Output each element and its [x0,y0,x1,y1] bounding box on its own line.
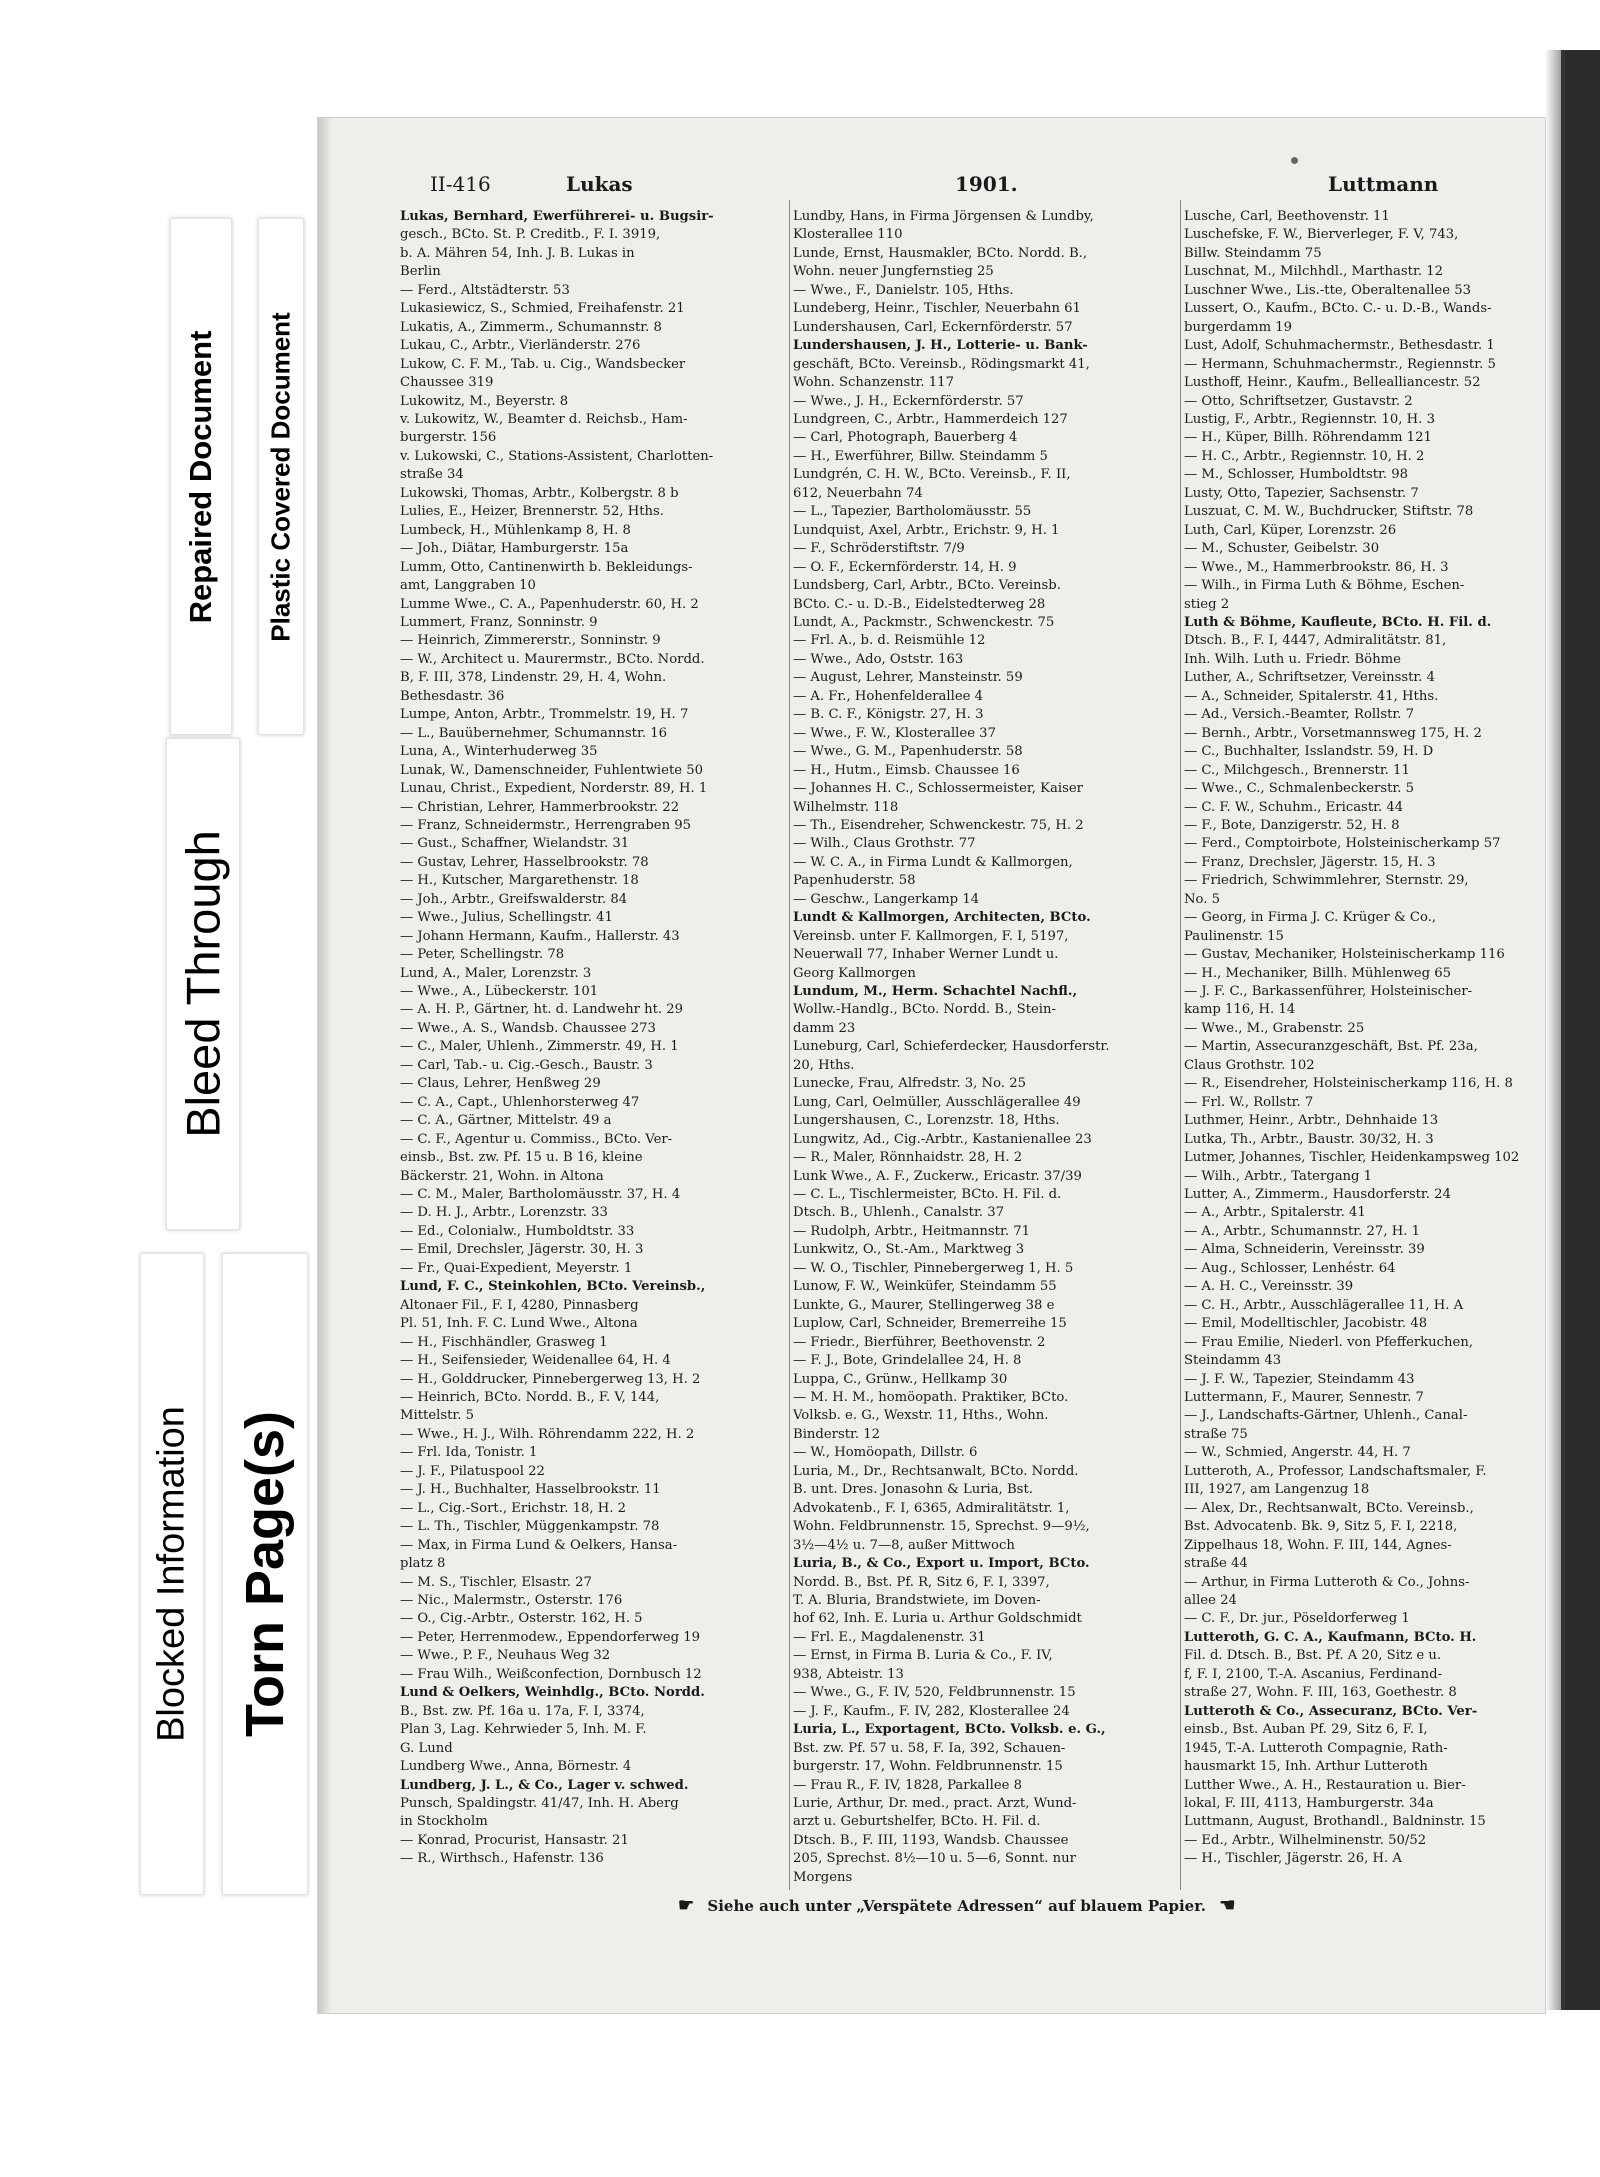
directory-entry: — Th., Eisendreher, Schwenckestr. 75, H. 2 [793,817,1084,833]
directory-entry: Lumm, Otto, Cantinenwirth b. Bekleidungs- [400,559,693,575]
directory-entry: — A., Schneider, Spitalerstr. 41, Hths. [1184,688,1439,704]
directory-entry: Altonaer Fil., F. I, 4280, Pinnasberg [400,1297,639,1313]
directory-entry: — F., Schröderstiftstr. 7/9 [793,541,965,557]
directory-entry: Chaussee 319 [400,375,494,391]
directory-entry: — Fr., Quai-Expedient, Meyerstr. 1 [400,1260,633,1276]
directory-entry: Pl. 51, Inh. F. C. Lund Wwe., Altona [400,1316,638,1332]
directory-entry: Wollw.-Handlg., BCto. Nordd. B., Stein- [793,1002,1056,1018]
directory-entry: — J. F., Kaufm., F. IV, 282, Klosterallee 24 [793,1703,1070,1719]
directory-entry: — H., Mechaniker, Billh. Mühlenweg 65 [1184,965,1451,981]
directory-entry: Luria, M., Dr., Rechtsanwalt, BCto. Nordd. [793,1463,1079,1479]
directory-entry: — Aug., Schlosser, Lenhéstr. 64 [1184,1260,1396,1276]
directory-entry: 20, Hths. [793,1057,855,1073]
directory-entry: straße 75 [1184,1426,1248,1442]
directory-entry: — J. H., Buchhalter, Hasselbrookstr. 11 [400,1482,661,1498]
directory-entry: Wohn. Feldbrunnenstr. 15, Sprechst. 9—9½, [793,1519,1090,1535]
directory-entry: — C. F., Dr. jur., Pöseldorferweg 1 [1184,1611,1410,1627]
directory-entry: — Joh., Diätar, Hamburgerstr. 15a [400,541,629,557]
directory-entry: 1945, T.-A. Lutteroth Compagnie, Rath- [1184,1740,1448,1756]
directory-entry: Luszuat, C. M. W., Buchdrucker, Stiftstr. 78 [1184,504,1474,520]
directory-entry: geschäft, BCto. Vereinsb., Rödingsmarkt 41, [793,356,1090,372]
directory-entry: — Claus, Lehrer, Henßweg 29 [400,1076,601,1092]
directory-entry: Lutteroth, G. C. A., Kaufmann, BCto. H. [1184,1629,1477,1645]
directory-entry: — C. H., Arbtr., Ausschlägerallee 11, H. A [1184,1297,1464,1313]
directory-entry: Zippelhaus 18, Wohn. F. III, 144, Agnes- [1184,1537,1452,1553]
directory-entry: — Franz, Drechsler, Jägerstr. 15, H. 3 [1184,854,1436,870]
directory-entry: Wohn. Schanzenstr. 117 [793,375,954,391]
directory-entry: damm 23 [793,1020,856,1036]
directory-entry: straße 44 [1184,1556,1248,1572]
directory-entry: Lund & Oelkers, Weinhdlg., BCto. Nordd. [400,1685,705,1701]
label-bleed-through [166,738,240,1230]
directory-entry: Dtsch. B., Uhlenh., Canalstr. 37 [793,1205,1004,1221]
directory-entry: Lunecke, Frau, Alfredstr. 3, No. 25 [793,1076,1026,1092]
directory-entry: Lukasiewicz, S., Schmied, Freihafenstr. 21 [400,301,685,317]
directory-entry: Bäckerstr. 21, Wohn. in Altona [400,1168,604,1184]
directory-entry: Lundt & Kallmorgen, Architecten, BCto. [793,910,1091,926]
directory-entry: Steindamm 43 [1184,1353,1282,1369]
directory-column-2 [793,208,1176,1887]
directory-entry: Lund, F. C., Steinkohlen, BCto. Vereinsb., [400,1279,706,1295]
directory-entry: burgerstr. 156 [400,430,497,446]
directory-entry: — Joh., Arbtr., Greifswalderstr. 84 [400,891,628,907]
directory-entry: — Frl. Ida, Tonistr. 1 [400,1445,538,1461]
directory-entry: Vereinsb. unter F. Kallmorgen, F. I, 5197, [793,928,1069,944]
directory-entry: Georg Kallmorgen [793,965,916,981]
directory-entry: — M., Schlosser, Humboldtstr. 98 [1184,467,1409,483]
directory-entry: — C., Milchgesch., Brennerstr. 11 [1184,762,1410,778]
directory-entry: in Stockholm [400,1814,488,1830]
directory-entry: — L., Bauübernehmer, Schumannstr. 16 [400,725,667,741]
directory-entry: — Wwe., J. H., Eckernförderstr. 57 [793,393,1024,409]
directory-entry: — W., Architect u. Maurermstr., BCto. Nordd. [400,651,705,667]
directory-entry: platz 8 [400,1556,446,1572]
directory-entry: Punsch, Spaldingstr. 41/47, Inh. H. Aberg [400,1795,679,1811]
directory-entry: B, F. III, 378, Lindenstr. 29, H. 4, Wohn. [400,670,667,686]
directory-entry: — C. M., Maler, Bartholomäusstr. 37, H. 4 [400,1187,681,1203]
directory-entry: Luschnat, M., Milchhdl., Marthastr. 12 [1184,264,1443,280]
directory-entry: B., Bst. zw. Pf. 16a u. 17a, F. I, 3374, [400,1703,645,1719]
directory-entry: — Heinrich, BCto. Nordd. B., F. V, 144, [400,1390,660,1405]
directory-column-1 [400,208,785,1869]
directory-entry: Lungwitz, Ad., Cig.-Arbtr., Kastanienallee 23 [793,1131,1092,1147]
directory-entry: — H., Tischler, Jägerstr. 26, H. A [1184,1851,1402,1867]
directory-entry: — Wwe., G. M., Papenhuderstr. 58 [793,744,1023,760]
directory-entry: Lunow, F. W., Weinküfer, Steindamm 55 [793,1279,1057,1295]
directory-entry: — L., Cig.-Sort., Erichstr. 18, H. 2 [400,1500,627,1516]
scan-edge-shadow [1561,50,1600,2010]
directory-entry: Lundeberg, Heinr., Tischler, Neuerbahn 61 [793,301,1081,317]
directory-entry: — August, Lehrer, Mansteinstr. 59 [793,670,1023,686]
directory-entry: Morgens [793,1869,853,1885]
directory-entry: — Max, in Firma Lund & Oelkers, Hansa- [400,1537,678,1553]
directory-entry: — Peter, Schellingstr. 78 [400,947,565,963]
directory-entry: — A. H. P., Gärtner, ht. d. Landwehr ht. 29 [400,1002,684,1018]
directory-entry: Lummert, Franz, Sonninstr. 9 [400,614,598,630]
directory-entry: hausmarkt 15, Inh. Arthur Lutteroth [1184,1759,1428,1775]
directory-entry: — Rudolph, Arbtr., Heitmannstr. 71 [793,1223,1030,1239]
directory-entry: Lussert, O., Kaufm., BCto. C.- u. D.-B., Wands- [1184,301,1492,317]
directory-entry: 3½—4½ u. 7—8, außer Mittwoch [793,1537,1015,1553]
directory-entry: — W. O., Tischler, Pinnebergerweg 1, H. 5 [793,1260,1074,1276]
directory-entry: b. A. Mähren 54, Inh. J. B. Lukas in [400,245,635,261]
directory-entry: — Alma, Schneiderin, Vereinsstr. 39 [1184,1242,1425,1258]
directory-entry: Lung, Carl, Oelmüller, Ausschlägerallee 49 [793,1094,1081,1110]
directory-entry: Klosterallee 110 [793,227,903,243]
directory-entry: Claus Grothstr. 102 [1184,1057,1315,1073]
directory-entry: Lundgrén, C. H. W., BCto. Vereinsb., F. II, [793,467,1071,483]
directory-entry: — C., Buchhalter, Isslandstr. 59, H. D [1184,744,1434,760]
directory-entry: — L., Tapezier, Bartholomäusstr. 55 [793,504,1032,520]
directory-entry: — M. S., Tischler, Elsastr. 27 [400,1574,592,1590]
directory-entry: Lunak, W., Damenschneider, Fuhlentwiete 50 [400,762,704,778]
directory-entry: — W., Schmied, Angerstr. 44, H. 7 [1184,1445,1411,1461]
directory-entry: — W. C. A., in Firma Lundt & Kallmorgen, [793,854,1073,870]
directory-entry: — Wilh., in Firma Luth & Böhme, Eschen- [1184,578,1465,594]
directory-entry: Lunkwitz, O., St.-Am., Marktweg 3 [793,1242,1025,1258]
directory-entry: Dtsch. B., F. III, 1193, Wandsb. Chaussee [793,1832,1069,1848]
directory-entry: — Frau Wilh., Weißconfection, Dornbusch 12 [400,1666,702,1682]
directory-entry: Lundershausen, Carl, Eckernförderstr. 57 [793,319,1073,335]
directory-entry: — A. H. C., Vereinsstr. 39 [1184,1279,1354,1295]
directory-entry: — H., Seifensieder, Weidenallee 64, H. 4 [400,1353,671,1369]
directory-entry: Lustig, F., Arbtr., Regiennstr. 10, H. 3 [1184,411,1435,427]
directory-entry: III, 1927, am Langenzug 18 [1184,1482,1370,1498]
directory-entry: — M., Schuster, Geibelstr. 30 [1184,541,1380,557]
directory-entry: B. unt. Dres. Jonasohn & Luria, Bst. [793,1482,1033,1498]
directory-entry: — Wwe., P. F., Neuhaus Weg 32 [400,1648,611,1664]
directory-entry: Lundum, M., Herm. Schachtel Nachfl., [793,984,1078,1000]
directory-entry: Lundsberg, Carl, Arbtr., BCto. Vereinsb. [793,578,1061,594]
directory-entry: — Georg, in Firma J. C. Krüger & Co., [1184,910,1437,926]
pointing-hand-right-icon: ☛ [678,1895,695,1916]
directory-entry: — Arthur, in Firma Lutteroth & Co., Johns- [1184,1574,1470,1590]
directory-entry: Lusty, Otto, Tapezier, Sachsenstr. 7 [1184,485,1419,501]
directory-entry: — J., Landschafts-Gärtner, Uhlenh., Canal- [1184,1408,1468,1424]
directory-entry: 612, Neuerbahn 74 [793,485,923,501]
header-year: 1901. [955,172,1018,196]
directory-entry: Lukau, C., Arbtr., Vierländerstr. 276 [400,338,641,354]
directory-entry: — Wwe., H. J., Wilh. Röhrendamm 222, H. 2 [400,1426,695,1442]
directory-entry: — Martin, Assecuranzgeschäft, Bst. Pf. 23a, [1184,1039,1478,1055]
directory-entry: — Franz, Schneidermstr., Herrengraben 95 [400,817,692,833]
directory-entry: Fil. d. Dtsch. B., Bst. Pf. A 20, Sitz e u. [1184,1648,1442,1664]
label-blocked-information-text: Blocked Information [150,1406,193,1742]
directory-entry: Binderstr. 12 [793,1426,881,1442]
directory-entry: Lunk Wwe., A. F., Zuckerw., Ericastr. 37/39 [793,1168,1082,1184]
directory-entry: Luplow, Carl, Schneider, Bremerreihe 15 [793,1316,1067,1332]
directory-entry: — Emil, Modelltischler, Jacobistr. 48 [1184,1316,1428,1332]
directory-entry: — Heinrich, Zimmererstr., Sonninstr. 9 [400,633,661,649]
directory-entry: — Wwe., Julius, Schellingstr. 41 [400,910,613,926]
page-number: II-416 [430,172,491,196]
directory-entry: — Ed., Colonialw., Humboldtstr. 33 [400,1223,635,1239]
directory-entry: Dtsch. B., F. I, 4447, Admiralitätstr. 81, [1184,633,1447,649]
directory-entry: — Johann Hermann, Kaufm., Hallerstr. 43 [400,928,680,944]
directory-entry: — C. A., Gärtner, Mittelstr. 49 a [400,1113,612,1129]
directory-entry: f, F. I, 2100, T.-A. Ascanius, Ferdinand- [1184,1666,1443,1682]
directory-entry: — O., Cig.-Arbtr., Osterstr. 162, H. 5 [400,1611,643,1627]
directory-entry: — Bernh., Arbtr., Vorsetmannsweg 175, H. 2 [1184,725,1482,741]
directory-entry: Lund, A., Maler, Lorenzstr. 3 [400,965,592,981]
directory-entry: Bethesdastr. 36 [400,688,505,704]
directory-entry: Paulinenstr. 15 [1184,928,1284,944]
directory-entry: Lumme Wwe., C. A., Papenhuderstr. 60, H. 2 [400,596,699,612]
directory-entry: — C. A., Capt., Uhlenhorsterweg 47 [400,1094,640,1110]
directory-entry: — F. J., Bote, Grindelallee 24, H. 8 [793,1353,1022,1369]
directory-entry: — Gust., Schaffner, Wielandstr. 31 [400,836,630,852]
directory-entry: Lundquist, Axel, Arbtr., Erichstr. 9, H. 1 [793,522,1060,538]
directory-entry: — Alex, Dr., Rechtsanwalt, BCto. Vereinsb., [1184,1500,1474,1516]
directory-entry: — Wwe., M., Grabenstr. 25 [1184,1020,1365,1036]
directory-entry: Lundberg Wwe., Anna, Börnestr. 4 [400,1759,632,1775]
directory-entry: — A. Fr., Hohenfelderallee 4 [793,688,984,704]
directory-entry: Berlin [400,264,441,280]
directory-entry: — Hermann, Schuhmachermstr., Regiennstr. 5 [1184,356,1496,372]
directory-entry: — Nic., Malermstr., Osterstr. 176 [400,1592,623,1608]
directory-entry: Luria, B., & Co., Export u. Import, BCto. [793,1556,1090,1572]
directory-entry: Bst. zw. Pf. 57 u. 58, F. Ia, 392, Schauen- [793,1740,1066,1756]
directory-entry: — Christian, Lehrer, Hammerbrookstr. 22 [400,799,680,815]
directory-entry: — Ed., Arbtr., Wilhelminenstr. 50/52 [1184,1832,1427,1848]
directory-entry: Lutteroth, A., Professor, Landschaftsmaler, F. [1184,1463,1487,1479]
scan-left-edge [318,118,332,2013]
column-separator [1180,200,1181,1890]
directory-entry: Lust, Adolf, Schuhmachermstr., Bethesdastr. 1 [1184,338,1495,354]
directory-entry: — Wilh., Arbtr., Tatergang 1 [1184,1168,1373,1184]
directory-entry: Volksb. e. G., Wexstr. 11, Hths., Wohn. [793,1408,1049,1424]
directory-entry: — Wwe., F., Danielstr. 105, Hths. [793,282,1014,298]
directory-entry: Lusche, Carl, Beethovenstr. 11 [1184,209,1390,224]
directory-entry: Mittelstr. 5 [400,1408,475,1424]
directory-entry: — Johannes H. C., Schlossermeister, Kaiser [793,781,1083,797]
directory-entry: v. Lukowitz, W., Beamter d. Reichsb., Ham- [400,411,688,427]
directory-entry: Wohn. neuer Jungfernstieg 25 [793,264,994,280]
directory-entry: — Ferd., Altstädterstr. 53 [400,282,570,298]
directory-entry: straße 27, Wohn. F. III, 163, Goethestr. 8 [1184,1685,1457,1701]
directory-entry: — F., Bote, Danzigerstr. 52, H. 8 [1184,817,1400,833]
directory-entry: — J. F., Pilatuspool 22 [400,1463,545,1479]
directory-entry: — Frl. E., Magdalenenstr. 31 [793,1629,986,1645]
directory-entry: Plan 3, Lag. Kehrwieder 5, Inh. M. F. [400,1722,647,1738]
header-right-keyword: Luttmann [1328,172,1439,196]
directory-entry: burgerdamm 19 [1184,319,1293,335]
directory-entry: Lundgreen, C., Arbtr., Hammerdeich 127 [793,411,1068,427]
directory-entry: — R., Maler, Rönnhaidstr. 28, H. 2 [793,1150,1023,1166]
directory-entry: — B. C. F., Königstr. 27, H. 3 [793,707,984,723]
directory-entry: Lukowitz, M., Beyerstr. 8 [400,393,569,409]
directory-entry: einsb., Bst. zw. Pf. 15 u. B 16, kleine [400,1150,643,1166]
directory-entry: Lunau, Christ., Expedient, Norderstr. 89, H. 1 [400,781,708,797]
directory-entry: — C. L., Tischlermeister, BCto. H. Fil. d. [793,1187,1062,1203]
directory-entry: — Ferd., Comptoirbote, Holsteinischerkamp 57 [1184,836,1501,852]
directory-entry: Luttermann, F., Maurer, Sennestr. 7 [1184,1390,1424,1405]
directory-entry: Luth, Carl, Küper, Lorenzstr. 26 [1184,522,1397,538]
directory-entry: — Gustav, Lehrer, Hasselbrookstr. 78 [400,854,649,870]
directory-entry: Lumbeck, H., Mühlenkamp 8, H. 8 [400,522,631,538]
directory-entry: — J. F. W., Tapezier, Steindamm 43 [1184,1371,1415,1387]
directory-entry: — A., Arbtr., Schumannstr. 27, H. 1 [1184,1223,1420,1239]
directory-entry: — W., Homöopath, Dillstr. 6 [793,1445,978,1461]
directory-entry: — R., Wirthsch., Hafenstr. 136 [400,1851,604,1867]
directory-entry: — D. H. J., Arbtr., Lorenzstr. 33 [400,1205,608,1221]
directory-entry: — Wwe., A., Lübeckerstr. 101 [400,984,599,1000]
directory-entry: — Emil, Drechsler, Jägerstr. 30, H. 3 [400,1242,644,1258]
directory-entry: — Gustav, Mechaniker, Holsteinischerkamp 116 [1184,947,1505,963]
directory-entry: — H., Kutscher, Margarethenstr. 18 [400,873,639,889]
directory-entry: Lutmer, Johannes, Tischler, Heidenkampsweg 102 [1184,1150,1520,1166]
directory-entry: Lundberg, J. L., & Co., Lager v. schwed. [400,1777,689,1793]
directory-entry: Inh. Wilh. Luth u. Friedr. Böhme [1184,651,1401,667]
directory-entry: 205, Sprechst. 8½—10 u. 5—6, Sonnt. nur [793,1851,1076,1867]
directory-entry: No. 5 [1184,891,1221,907]
directory-entry: G. Lund [400,1740,453,1756]
directory-entry: — O. F., Eckernförderstr. 14, H. 9 [793,559,1017,575]
directory-entry: — R., Eisendreher, Holsteinischerkamp 116, H. 8 [1184,1076,1513,1092]
label-repaired-document-text: Repaired Document [183,330,218,623]
label-torn-pages-text: Torn Page(s) [235,1410,295,1738]
directory-entry: Lunkte, G., Maurer, Stellingerweg 38 e [793,1297,1055,1313]
directory-entry: 938, Abteistr. 13 [793,1666,904,1682]
column-separator [789,200,790,1890]
directory-entry: Luschefske, F. W., Bierverleger, F. V, 743, [1184,227,1459,243]
directory-entry: Luna, A., Winterhuderweg 35 [400,744,598,760]
label-torn-pages [222,1253,308,1895]
directory-entry: Luth & Böhme, Kaufleute, BCto. H. Fil. d. [1184,614,1492,630]
label-plastic-covered-document-text: Plastic Covered Document [265,311,296,642]
directory-entry: Lulies, E., Heizer, Brennerstr. 52, Hths. [400,504,664,520]
directory-entry: — H., Fischhändler, Grasweg 1 [400,1334,608,1350]
directory-entry: Neuerwall 77, Inhaber Werner Lundt u. [793,947,1059,963]
directory-entry: Lundby, Hans, in Firma Jörgensen & Lundby, [793,209,1094,224]
directory-entry: Luther, A., Schriftsetzer, Vereinsstr. 4 [1184,670,1436,686]
directory-entry: Lundt, A., Packmstr., Schwenckestr. 75 [793,614,1055,630]
directory-entry: Luttmann, August, Brothandl., Baldninstr. 15 [1184,1814,1486,1830]
directory-entry: — Konrad, Procurist, Hansastr. 21 [400,1832,629,1848]
directory-entry: Lukas, Bernhard, Ewerführerei- u. Bugsir- [400,209,714,224]
directory-entry: Lusthoff, Heinr., Kaufm., Bellealliancestr. 52 [1184,375,1481,391]
directory-entry: — L. Th., Tischler, Müggenkampstr. 78 [400,1519,660,1535]
directory-entry: — Wwe., F. W., Klosterallee 37 [793,725,996,741]
directory-entry: — Wwe., C., Schmalenbeckerstr. 5 [1184,781,1415,797]
directory-entry: — Geschw., Langerkamp 14 [793,891,980,907]
scan-edge-fade [1545,50,1565,2010]
directory-entry: — H., Küper, Billh. Röhrendamm 121 [1184,430,1432,446]
directory-entry: Luthmer, Heinr., Arbtr., Dehnhaide 13 [1184,1113,1439,1129]
directory-entry: — C., Maler, Uhlenh., Zimmerstr. 49, H. 1 [400,1039,679,1055]
directory-entry: — A., Arbtr., Spitalerstr. 41 [1184,1205,1366,1221]
directory-entry: Lutther Wwe., A. H., Restauration u. Bier- [1184,1777,1466,1793]
directory-entry: — J. F. C., Barkassenführer, Holsteinischer- [1184,984,1473,1000]
directory-entry: — Wilh., Claus Grothstr. 77 [793,836,976,852]
header-left-keyword: Lukas [566,172,633,196]
directory-entry: Wilhelmstr. 118 [793,799,899,815]
directory-entry: burgerstr. 17, Wohn. Feldbrunnenstr. 15 [793,1759,1063,1775]
directory-entry: — Friedr., Bierführer, Beethovenstr. 2 [793,1334,1046,1350]
directory-entry: Lundershausen, J. H., Lotterie- u. Bank- [793,338,1088,354]
directory-entry: — Frl. A., b. d. Reismühle 12 [793,633,986,649]
label-blocked-information [140,1253,204,1895]
directory-entry: Lukow, C. F. M., Tab. u. Cig., Wandsbecker [400,356,686,372]
pointing-hand-left-icon: ☚ [1219,1895,1236,1916]
directory-entry: — H. C., Arbtr., Regiennstr. 10, H. 2 [1184,448,1425,464]
directory-entry: v. Lukowski, C., Stations-Assistent, Charlotten- [400,448,714,464]
directory-entry: — Wwe., M., Hammerbrookstr. 86, H. 3 [1184,559,1449,575]
directory-entry: Lukatis, A., Zimmerm., Schumannstr. 8 [400,319,662,335]
directory-entry: Lunde, Ernst, Hausmakler, BCto. Nordd. B., [793,245,1088,261]
directory-entry: Lutteroth & Co., Assecuranz, BCto. Ver- [1184,1703,1478,1719]
directory-entry: — Ad., Versich.-Beamter, Rollstr. 7 [1184,707,1415,723]
directory-entry: — Friedrich, Schwimmlehrer, Sternstr. 29, [1184,873,1469,889]
footer-text: Siehe auch unter „Verspätete Adressen“ auf blauem Papier. [707,1897,1206,1915]
directory-entry: — Peter, Herrenmodew., Eppendorferweg 19 [400,1629,700,1645]
directory-entry: Luria, L., Exportagent, BCto. Volksb. e. G., [793,1722,1106,1738]
directory-entry: Lutka, Th., Arbtr., Baustr. 30/32, H. 3 [1184,1131,1434,1147]
directory-entry: Lungershausen, C., Lorenzstr. 18, Hths. [793,1113,1060,1129]
directory-entry: Lumpe, Anton, Arbtr., Trommelstr. 19, H. 7 [400,707,689,723]
directory-entry: — Otto, Schriftsetzer, Gustavstr. 2 [1184,393,1413,409]
directory-entry: — C. F., Agentur u. Commiss., BCto. Ver- [400,1131,673,1147]
directory-entry: Lukowski, Thomas, Arbtr., Kolbergstr. 8 b [400,485,679,501]
label-repaired-document [170,218,232,735]
directory-entry: Billw. Steindamm 75 [1184,245,1322,261]
directory-entry: — M. H. M., homöopath. Praktiker, BCto. [793,1390,1069,1405]
directory-entry: Luppa, C., Grünw., Hellkamp 30 [793,1371,1008,1387]
directory-entry: straße 34 [400,467,464,483]
directory-entry: — Frl. W., Rollstr. 7 [1184,1094,1314,1110]
directory-entry: — H., Golddrucker, Pinnebergerweg 13, H. 2 [400,1371,701,1387]
directory-entry: — Frau R., F. IV, 1828, Parkallee 8 [793,1777,1023,1793]
directory-entry: — H., Hutm., Eimsb. Chaussee 16 [793,762,1020,778]
directory-entry: arzt u. Geburtshelfer, BCto. H. Fil. d. [793,1814,1041,1830]
directory-entry: Nordd. B., Bst. Pf. R, Sitz 6, F. I, 3397, [793,1574,1050,1590]
directory-entry: allee 24 [1184,1592,1237,1608]
directory-entry: Papenhuderstr. 58 [793,873,916,889]
label-plastic-covered-document [258,218,304,735]
footer-note [670,1895,1243,1916]
directory-entry: hof 62, Inh. E. Luria u. Arthur Goldschmidt [793,1611,1082,1627]
directory-entry: Advokatenb., F. I, 6365, Admiralitätstr. 1, [793,1500,1070,1516]
directory-entry: — Wwe., Ado, Oststr. 163 [793,651,964,667]
directory-entry: amt, Langgraben 10 [400,578,536,594]
directory-entry: — Wwe., G., F. IV, 520, Feldbrunnenstr. 15 [793,1685,1076,1701]
directory-entry: Luneburg, Carl, Schieferdecker, Hausdorferstr. [793,1039,1110,1055]
directory-entry: — Ernst, in Firma B. Luria & Co., F. IV, [793,1648,1053,1664]
label-bleed-through-text: Bleed Through [176,830,230,1138]
directory-entry: Bst. Advocatenb. Bk. 9, Sitz 5, F. I, 2218, [1184,1519,1458,1535]
directory-entry: — Frau Emilie, Niederl. von Pfefferkuchen, [1184,1334,1474,1350]
directory-entry: BCto. C.- u. D.-B., Eidelstedterweg 28 [793,596,1046,612]
directory-entry: Lutter, A., Zimmerm., Hausdorferstr. 24 [1184,1187,1451,1203]
ink-dot [1291,157,1298,164]
directory-entry: stieg 2 [1184,596,1230,612]
directory-entry: einsb., Bst. Auban Pf. 29, Sitz 6, F. I, [1184,1722,1428,1738]
directory-entry: — Wwe., A. S., Wandsb. Chaussee 273 [400,1020,656,1036]
directory-entry: T. A. Bluria, Brandstwiete, im Doven- [793,1592,1041,1608]
directory-entry: — H., Ewerführer, Billw. Steindamm 5 [793,448,1048,464]
directory-entry: lokal, F. III, 4113, Hamburgerstr. 34a [1184,1795,1434,1811]
directory-entry: gesch., BCto. St. P. Creditb., F. I. 3919, [400,227,661,243]
directory-column-3 [1184,208,1542,1869]
directory-entry: Luschner Wwe., Lis.-tte, Oberaltenallee 53 [1184,282,1472,298]
directory-entry: — Carl, Tab.- u. Cig.-Gesch., Baustr. 3 [400,1057,653,1073]
directory-entry: kamp 116, H. 14 [1184,1002,1296,1018]
directory-entry: Lurie, Arthur, Dr. med., pract. Arzt, Wund- [793,1795,1077,1811]
directory-entry: — Carl, Photograph, Bauerberg 4 [793,430,1018,446]
directory-entry: — C. F. W., Schuhm., Ericastr. 44 [1184,799,1404,815]
